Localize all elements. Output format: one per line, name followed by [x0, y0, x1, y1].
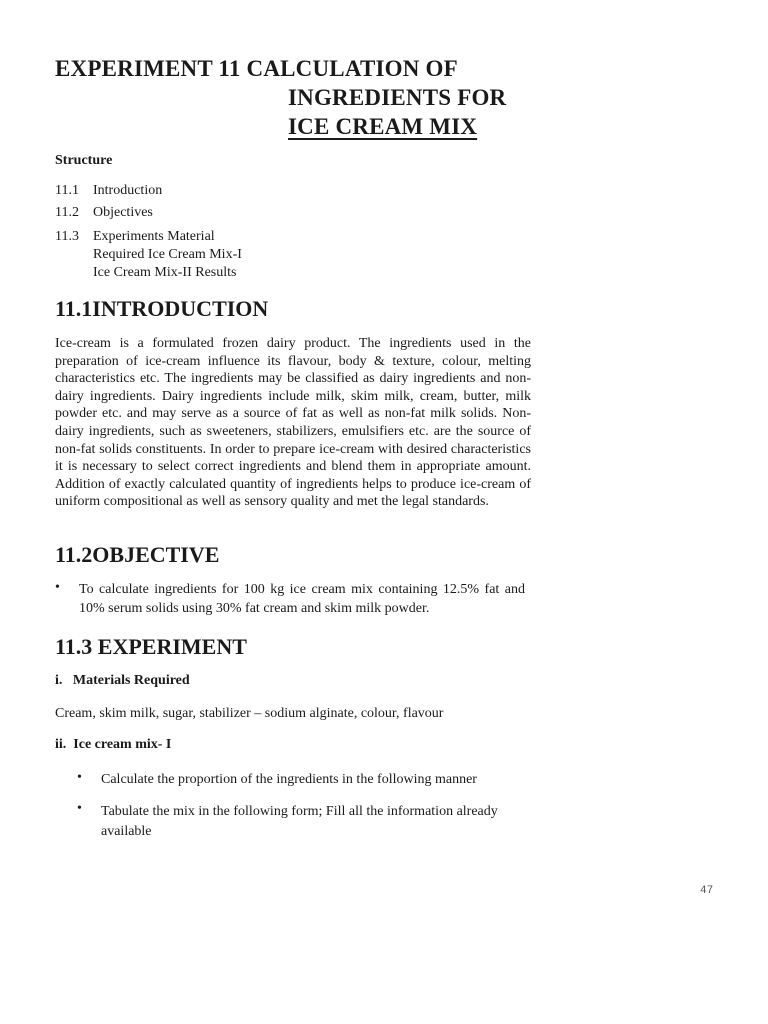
toc-item [55, 228, 242, 282]
title-line-2: INGREDIENTS FOR [288, 85, 507, 110]
toc-number: 11.2 [55, 205, 79, 220]
toc-number: 11.3 [55, 229, 79, 244]
title-line-3: ICE CREAM MIX [288, 114, 478, 139]
toc-sub-line: Required Ice Cream Mix-I [93, 247, 242, 262]
toc-number: 11.1 [55, 183, 79, 198]
document-title [55, 54, 506, 141]
toc-sub-line: Ice Cream Mix-II Results [93, 265, 237, 280]
mix-list-item: Calculate the proportion of the ingredients in the following manner [101, 772, 477, 787]
mix-list-item: Tabulate the mix in the following form; Fill all the information already available [101, 804, 498, 839]
introduction-paragraph: Ice-cream is a formulated frozen dairy product. The ingredients used in the preparation of ice-cream influence its flavour, body & texture, colour, melting characteristics etc. The ingredients may be classified as dairy ingredients and non-dairy ingredients. Dairy ingredients include milk, skim milk, cream, butter, milk powder etc. and may serve as a source of fat as well as non-fat milk solids. Non-dairy ingredients, such as sweeteners, stabilizers, emulsifiers etc. are the source of non-fat solids constituents. In order to prepare ice-cream with desired characteristics it is necessary to select correct ingredients and blend them in appropriate amount. Addition of exactly calculated quantity of ingredients helps to produce ice-cream of uniform compositional as well as sensory quality and met the legal standards. [55, 336, 531, 510]
materials-heading: i. Materials Required [55, 673, 190, 688]
title-line-1: EXPERIMENT 11 CALCULATION OF [55, 56, 458, 81]
mix-heading: ii. Ice cream mix- I [55, 737, 172, 752]
bullet-icon: • [77, 770, 82, 785]
introduction-heading: 11.1INTRODUCTION [55, 296, 269, 321]
toc-label: Experiments Material [93, 229, 215, 244]
objective-heading: 11.2OBJECTIVE [55, 542, 220, 567]
toc-label: Introduction [93, 183, 163, 198]
toc-item [55, 204, 153, 222]
bullet-icon: • [77, 801, 82, 816]
toc-item [55, 182, 162, 200]
objective-item: To calculate ingredients for 100 kg ice cream mix containing 12.5% fat and 10% serum solids using 30% fat cream and skim milk powder. [79, 582, 525, 616]
page-number: 47 [700, 885, 714, 897]
toc-label: Objectives [93, 205, 153, 220]
experiment-heading: 11.3 EXPERIMENT [55, 634, 247, 659]
materials-text: Cream, skim milk, sugar, stabilizer – sodium alginate, colour, flavour [55, 706, 444, 721]
bullet-icon: • [55, 580, 60, 595]
structure-heading: Structure [55, 153, 113, 168]
